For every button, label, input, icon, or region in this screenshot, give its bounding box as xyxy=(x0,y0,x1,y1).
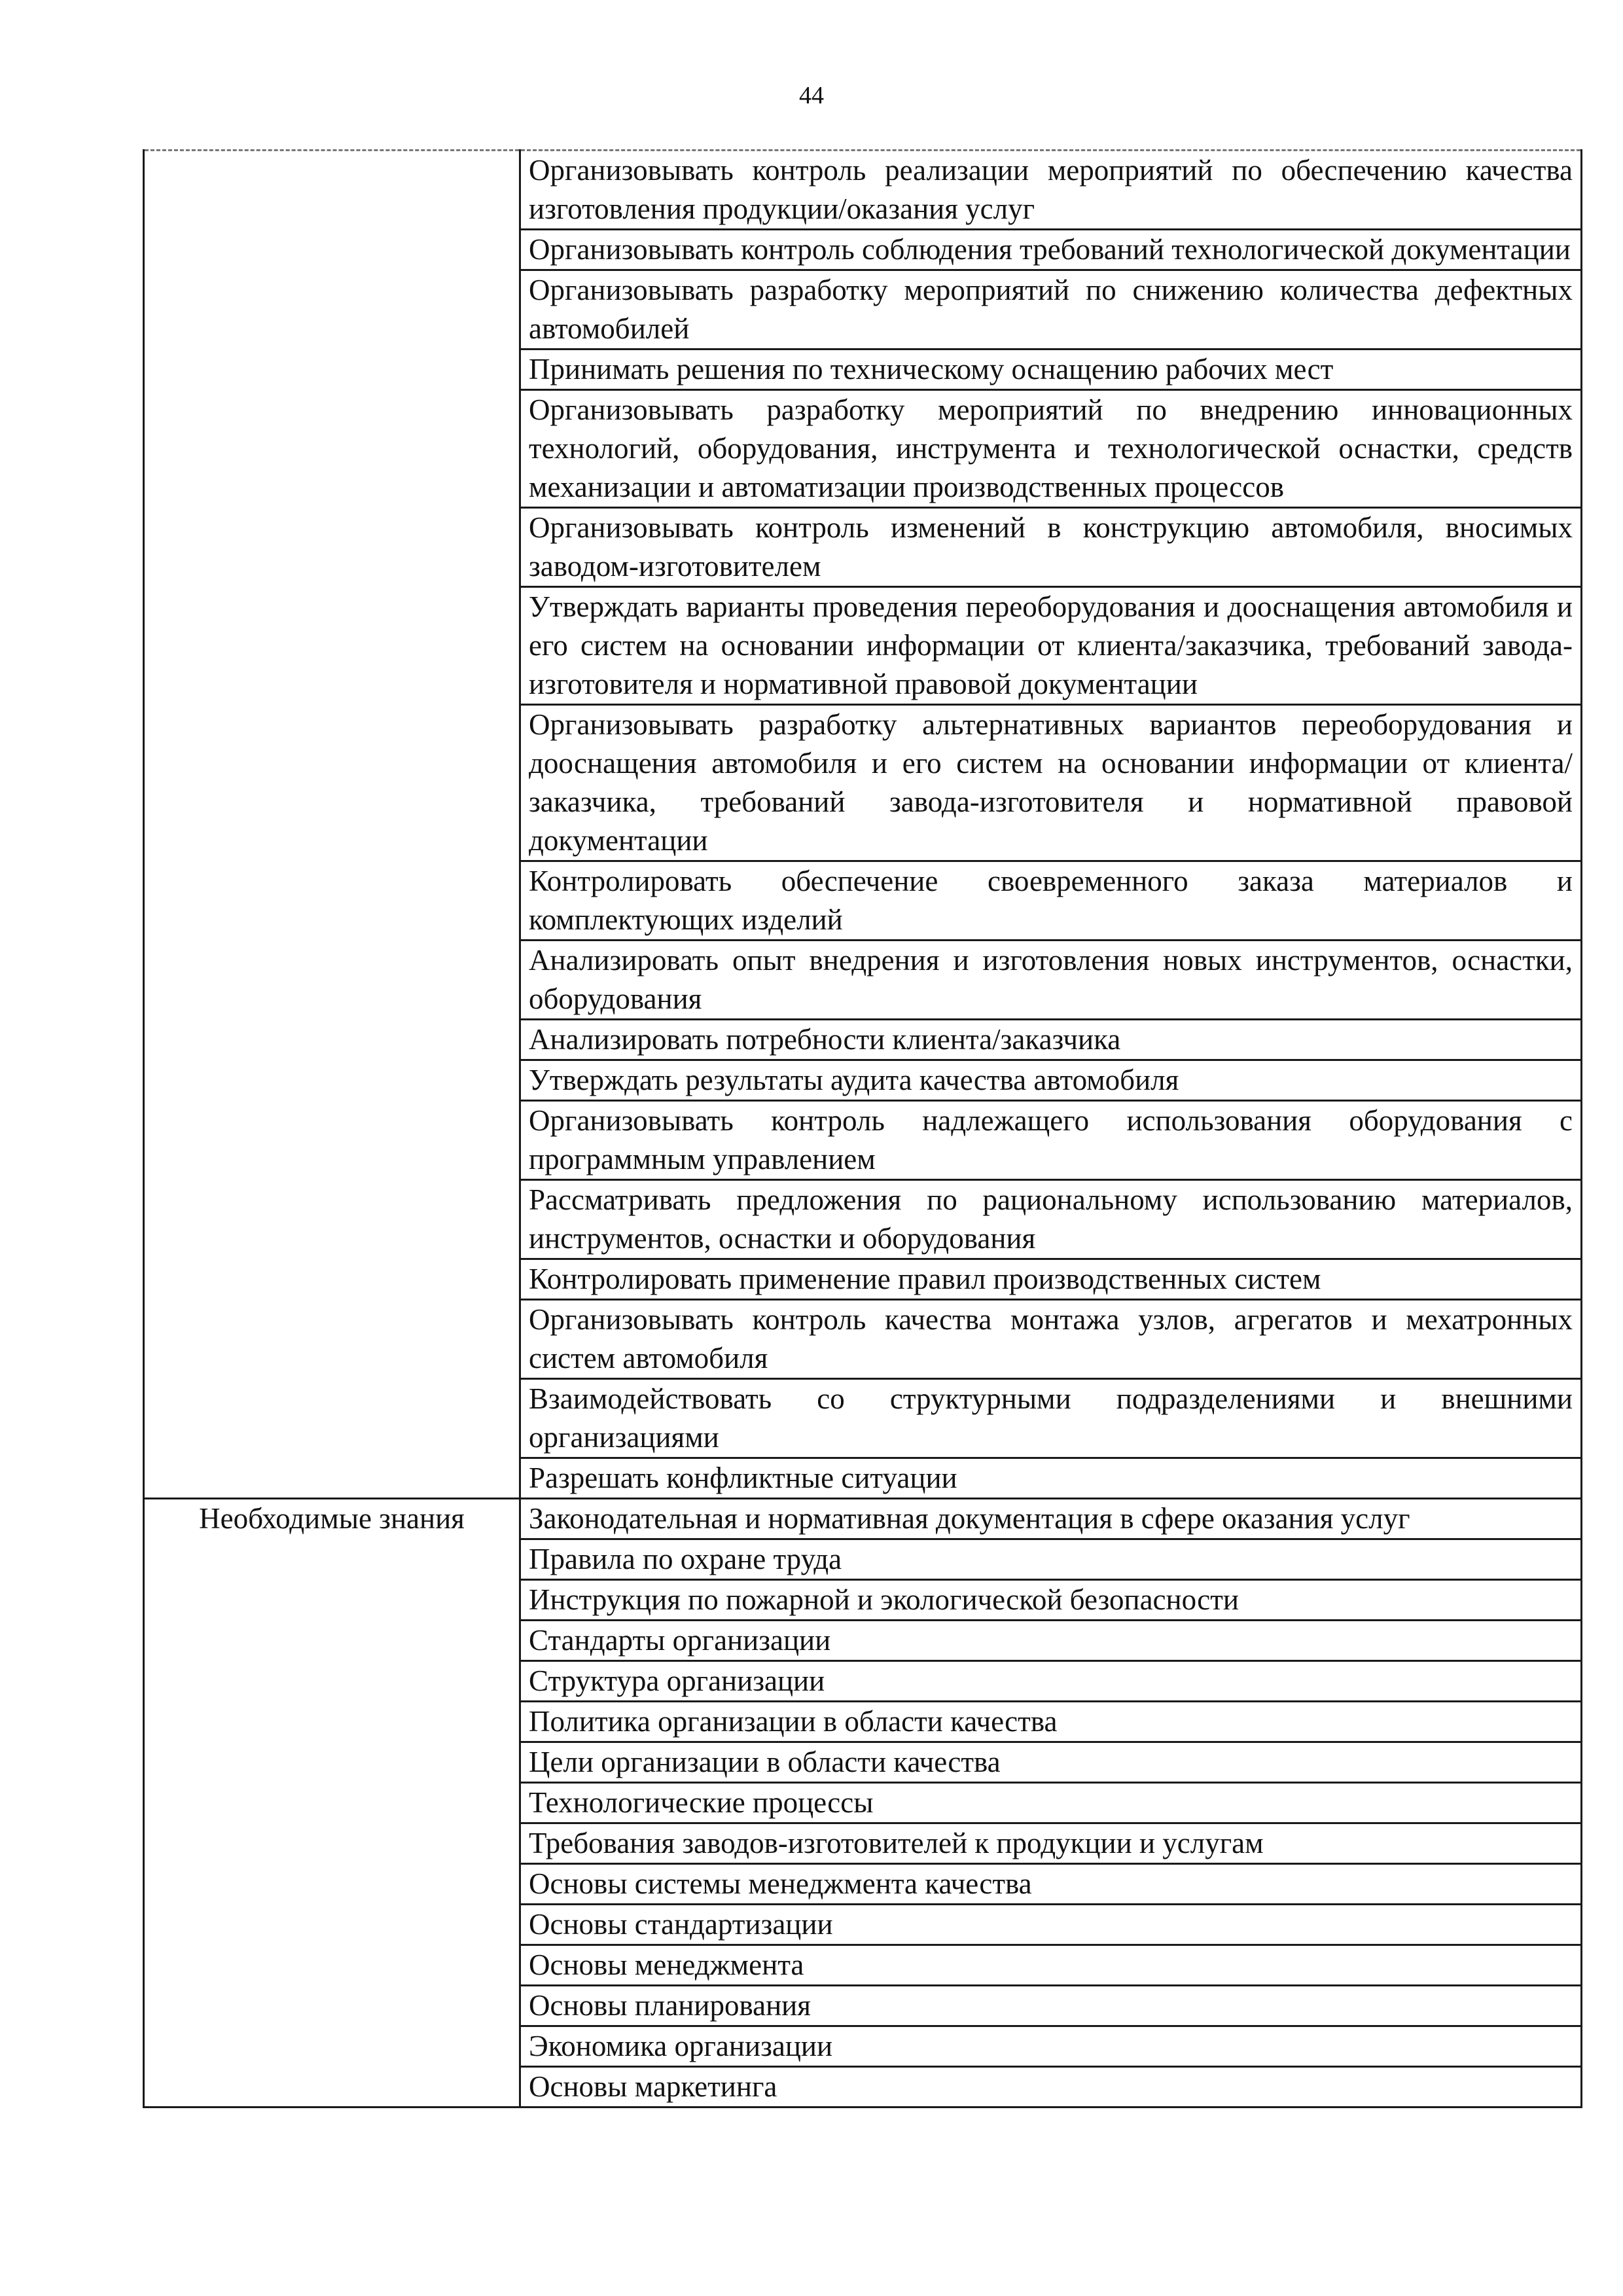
skills-item: Принимать решения по техническому оснащению рабочих мест xyxy=(520,350,1582,390)
knowledge-item: Экономика организации xyxy=(520,2026,1582,2067)
knowledge-item: Требования заводов-изготовителей к продукции и услугам xyxy=(520,1823,1582,1864)
knowledge-item: Технологические процессы xyxy=(520,1783,1582,1823)
knowledge-item: Основы менеджмента xyxy=(520,1945,1582,1986)
skills-row xyxy=(144,151,1582,230)
requirements-table xyxy=(143,149,1582,2108)
knowledge-item: Инструкция по пожарной и экологической безопасности xyxy=(520,1580,1582,1621)
skills-item: Организовывать разработку мероприятий по внедрению инновационных технологий, оборудования, инструмента и технологической оснастки, средств механизации и автоматизации производственных процессов xyxy=(520,390,1582,508)
knowledge-item: Основы стандартизации xyxy=(520,1905,1582,1945)
skills-item: Организовывать разработку альтернативных вариантов переоборудования и дооснащения автомобиля и его систем на основании информации от клиента/заказчика, требований завода-изготовителя и нормативной правовой документации xyxy=(520,705,1582,861)
knowledge-item: Цели организации в области качества xyxy=(520,1742,1582,1783)
knowledge-label-cell: Необходимые знания xyxy=(144,1499,520,2108)
skills-item: Организовывать контроль реализации мероприятий по обеспечению качества изготовления продукции/оказания услуг xyxy=(520,151,1582,230)
skills-item: Организовывать контроль изменений в конструкцию автомобиля, вносимых заводом-изготовителем xyxy=(520,508,1582,587)
skills-item: Контролировать применение правил производственных систем xyxy=(520,1259,1582,1300)
requirements-table-body xyxy=(144,151,1582,2108)
skills-item: Утверждать результаты аудита качества автомобиля xyxy=(520,1060,1582,1101)
skills-item: Организовывать контроль качества монтажа узлов, агрегатов и мехатронных систем автомобиля xyxy=(520,1300,1582,1379)
knowledge-item: Законодательная и нормативная документация в сфере оказания услуг xyxy=(520,1499,1582,1539)
knowledge-item: Основы системы менеджмента качества xyxy=(520,1864,1582,1905)
skills-item: Анализировать потребности клиента/заказчика xyxy=(520,1020,1582,1060)
skills-item: Организовывать контроль соблюдения требований технологической документации xyxy=(520,230,1582,270)
skills-item: Организовывать разработку мероприятий по снижению количества дефектных автомобилей xyxy=(520,270,1582,350)
knowledge-item: Основы маркетинга xyxy=(520,2067,1582,2108)
skills-item: Анализировать опыт внедрения и изготовления новых инструментов, оснастки, оборудования xyxy=(520,941,1582,1020)
skills-item: Утверждать варианты проведения переоборудования и дооснащения автомобиля и его систем на основании информации от клиента/заказчика, требований завода-изготовителя и нормативной правовой документации xyxy=(520,587,1582,705)
knowledge-item: Основы планирования xyxy=(520,1986,1582,2026)
knowledge-row xyxy=(144,1499,1582,1539)
skills-item: Разрешать конфликтные ситуации xyxy=(520,1458,1582,1499)
knowledge-item: Политика организации в области качества xyxy=(520,1702,1582,1742)
page-number: 44 xyxy=(799,82,824,109)
knowledge-item: Правила по охране труда xyxy=(520,1539,1582,1580)
skills-label-cell xyxy=(144,151,520,1499)
skills-item: Рассматривать предложения по рациональному использованию материалов, инструментов, оснастки и оборудования xyxy=(520,1180,1582,1259)
skills-item: Взаимодействовать со структурными подразделениями и внешними организациями xyxy=(520,1379,1582,1458)
skills-item: Контролировать обеспечение своевременного заказа материалов и комплектующих изделий xyxy=(520,861,1582,941)
knowledge-item: Структура организации xyxy=(520,1661,1582,1702)
knowledge-item: Стандарты организации xyxy=(520,1621,1582,1661)
skills-item: Организовывать контроль надлежащего использования оборудования с программным управлением xyxy=(520,1101,1582,1180)
